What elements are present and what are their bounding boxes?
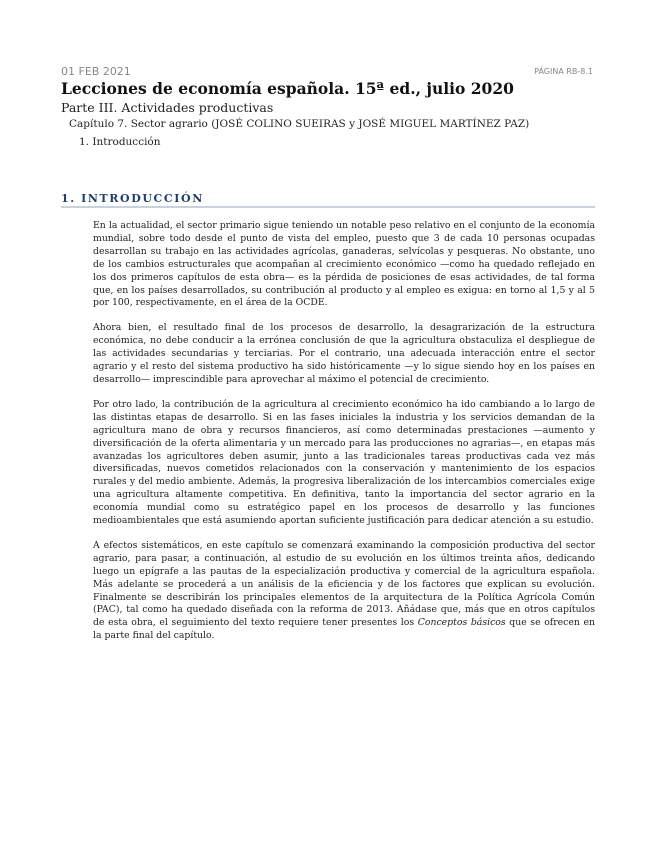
paragraph-4-text-start: A efectos sistemáticos, en este capítulo se comenzará examinando la composición productiva del sector agrario, para pasar, a continuación, al estudio de su evolución en los últimos treinta años, dedicando luego un epígrafe a las pautas de la especialización productiva y comercial de la agricultura española. Más adelante se procederá a un análisis de la eficiencia y de los factores que explican su evolución. Finalmente se describirán los principales elementos de la arquitectura de la Política Agrícola Común (PAC), tal como ha quedado diseñada con la reforma de 2013. Añádase que, más que en otros capítulos de esta obra, el seguimiento del texto requiere tener presentes los	[93, 539, 595, 629]
paragraph-4-emphasis: Conceptos básicos	[417, 617, 506, 629]
book-title: Lecciones de economía española. 15ª ed., julio 2020	[61, 79, 514, 98]
part-title: Parte III. Actividades productivas	[61, 100, 274, 115]
paragraph-1: En la actualidad, el sector primario sigue teniendo un notable peso relativo en el conjunto de la economía mundial, sobre todo desde el punto de vista del empleo, puesto que 3 de cada 10 personas ocupadas desarrollan su trabajo en las actividades agrícolas, ganaderas, selvícolas y pesqueras. No obstante, uno de los cambios estructurales que acompañan al crecimiento económico —como ha quedado reflejado en los dos primeros capítulos de esta obra— es la pérdida de posiciones de esas actividades, de tal forma que, en los países desarrollados, su contribución al producto y al empleo es exigua: en torno al 1,5 y al 5 por 100, respectivamente, en el área de la OCDE.	[93, 220, 595, 309]
paragraph-2: Ahora bien, el resultado final de los procesos de desarrollo, la desagrarización de la estructura económica, no debe conducir a la errónea conclusión de que la agricultura obstaculiza el despliegue de las actividades secundarias y terciarias. Por el contrario, una adecuada interacción entre el sector agrario y el resto del sistema productivo ha sido históricamente —y lo sigue siendo hoy en los países en desarrollo— imprescindible para aprovechar al máximo el potencial de crecimiento.	[93, 322, 595, 385]
header-date: 01 FEB 2021	[61, 65, 131, 78]
section-heading: 1. INTRODUCCIÓN	[61, 192, 595, 208]
chapter-title: Capítulo 7. Sector agrario (JOSÉ COLINO SUEIRAS y JOSÉ MIGUEL MARTÍNEZ PAZ)	[69, 118, 530, 130]
section-body	[93, 220, 595, 655]
paragraph-4-text-end: que se ofrecen en la parte final del capítulo.	[93, 617, 595, 642]
toc-item-introduccion[interactable]: 1. Introducción	[79, 136, 161, 148]
paragraph-4	[93, 540, 595, 643]
paragraph-3: Por otro lado, la contribución de la agricultura al crecimiento económico ha ido cambiando a lo largo de las distintas etapas de desarrollo. Si en las fases iniciales la industria y los servicios demandan de la agricultura mano de obra y recursos financieros, así como determinadas prestaciones —aumento y diversificación de la oferta alimentaria y un mercado para las producciones no agrarias—, en etapas más avanzadas los agricultores deben asumir, junto a las tradicionales tareas productivas cada vez más diversificadas, nuevos cometidos relacionados con la conservación y mantenimiento de los espacios rurales y del medio ambiente. Además, la progresiva liberalización de los intercambios comerciales exige una agricultura altamente competitiva. En definitiva, tanto la importancia del sector agrario en la economía mundial como su estratégico papel en los procesos de desarrollo y las funciones medioambientales que está asumiendo aportan suficiente justificación para dedicar atención a su estudio.	[93, 398, 595, 527]
page-label: PÁGINA RB-8.1	[534, 67, 593, 76]
